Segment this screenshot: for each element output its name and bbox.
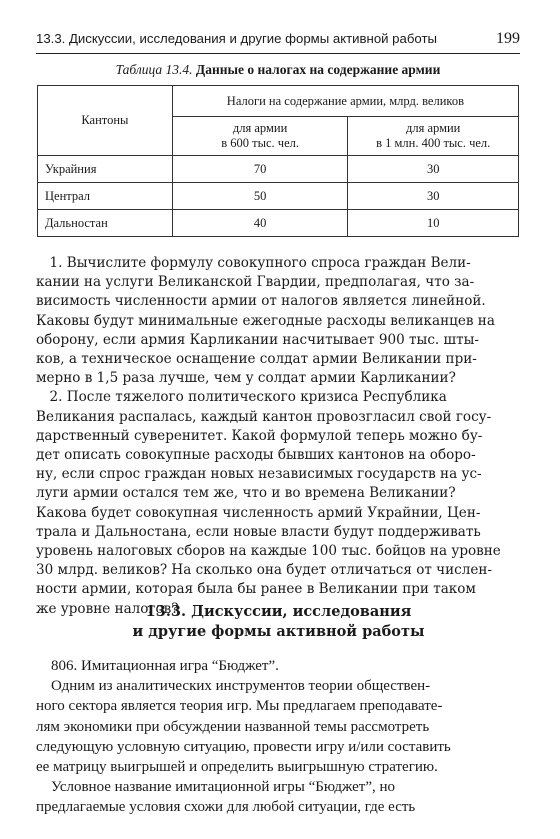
- table-caption-title: Данные о налогах на содержание армии: [195, 62, 441, 77]
- canton-name: Централ: [38, 183, 173, 210]
- column-header-cantons: Кантоны: [38, 86, 173, 156]
- text-line: ности армии, которая была бы ранее в Великании при таком: [36, 581, 476, 598]
- text-line: уровень налоговых сборов на каждые 100 тыс. бойцов на уровне: [36, 543, 501, 560]
- tax-table: [37, 85, 519, 237]
- task-heading: 806. Имитационная игра “Бюджет”.: [36, 658, 279, 674]
- text-line: кании на услуги Великанской Гвардии, предполагая, что за-: [36, 274, 475, 291]
- text-line: оборону, если армия Карликании насчитывает 900 тыс. шты-: [36, 331, 479, 348]
- page-number: 199: [496, 30, 520, 47]
- section-title-line: и другие формы активной работы: [132, 623, 425, 640]
- text-line: следующую условную ситуацию, провести игру и/или составить: [36, 738, 451, 755]
- canton-name: Дальностан: [38, 210, 173, 237]
- tax-600k: 70: [172, 156, 348, 183]
- tax-600k: 50: [172, 183, 348, 210]
- table-row: [38, 210, 519, 237]
- text-line: висимость численности армии от налогов является линейной.: [36, 293, 486, 310]
- text-line: Одним из аналитических инструментов теории обществен-: [36, 678, 431, 695]
- text-line: предлагаемые условия схожи для любой ситуации, где есть: [36, 799, 416, 816]
- text-line: ее матрицу выигрышей и определить выигрышную стратегию.: [36, 759, 438, 776]
- table-caption-label: Таблица 13.4.: [115, 62, 193, 77]
- text-line: трала и Дальностана, если новые власти будут поддерживать: [36, 523, 481, 540]
- text-line: Какова будет совокупная численность армий Украйнии, Цен-: [36, 504, 481, 521]
- text-line: 1. Вычислите формулу совокупного спроса граждан Вели-: [36, 255, 471, 271]
- text-line: Условное название имитационной игры “Бюджет”, но: [36, 779, 396, 796]
- tax-1m400k: 30: [348, 183, 519, 210]
- running-title: 13.3. Дискуссии, исследования и другие формы активной работы: [36, 31, 437, 46]
- text-line: ного сектора является теория игр. Мы предлагаем преподавате-: [36, 698, 443, 715]
- task-806: [36, 656, 521, 818]
- subheader-600k: для армии в 600 тыс. чел.: [172, 117, 348, 156]
- text-line: Каковы будут минимальные ежегодные расходы великанцев на: [36, 312, 495, 329]
- text-line: луги армии остался тем же, что и во времена Великании?: [36, 485, 456, 502]
- subheader-1m400k: для армии в 1 млн. 400 тыс. чел.: [348, 117, 519, 156]
- text-line: дет описать совокупные расходы бывших кантонов на оборо-: [36, 447, 476, 464]
- text-line: ну, если спрос граждан новых независимых государств на ус-: [36, 466, 482, 483]
- text-line: 2. После тяжелого политического кризиса Республика: [36, 389, 447, 406]
- text-line: же уровне налогов?: [36, 600, 179, 617]
- text-line: 30 млрд. великов? На сколько она будет отличаться от числен-: [36, 562, 492, 579]
- problems-text: [36, 254, 521, 619]
- text-line: мерно в 1,5 раза лучше, чем у солдат армии Карликании?: [36, 370, 456, 387]
- section-title: [36, 602, 521, 642]
- table-caption: [36, 62, 520, 78]
- tax-1m400k: 30: [348, 156, 519, 183]
- column-header-taxes: Налоги на содержание армии, млрд. великов: [172, 86, 518, 117]
- section-title-line: 13.3. Дискуссии, исследования: [145, 603, 412, 620]
- tax-600k: 40: [172, 210, 348, 237]
- text-line: лям экономики при обсуждении названной темы рассмотреть: [36, 718, 430, 735]
- table-row: [38, 156, 519, 183]
- text-line: ков, а техническое оснащение солдат армии Великании при-: [36, 351, 477, 368]
- canton-name: Украйния: [38, 156, 173, 183]
- tax-1m400k: 10: [348, 210, 519, 237]
- table-row: [38, 183, 519, 210]
- running-header: [36, 30, 520, 54]
- text-line: Великания распалась, каждый кантон провозгласил свой госу-: [36, 408, 492, 425]
- text-line: дарственный суверенитет. Какой формулой теперь можно бу-: [36, 427, 483, 444]
